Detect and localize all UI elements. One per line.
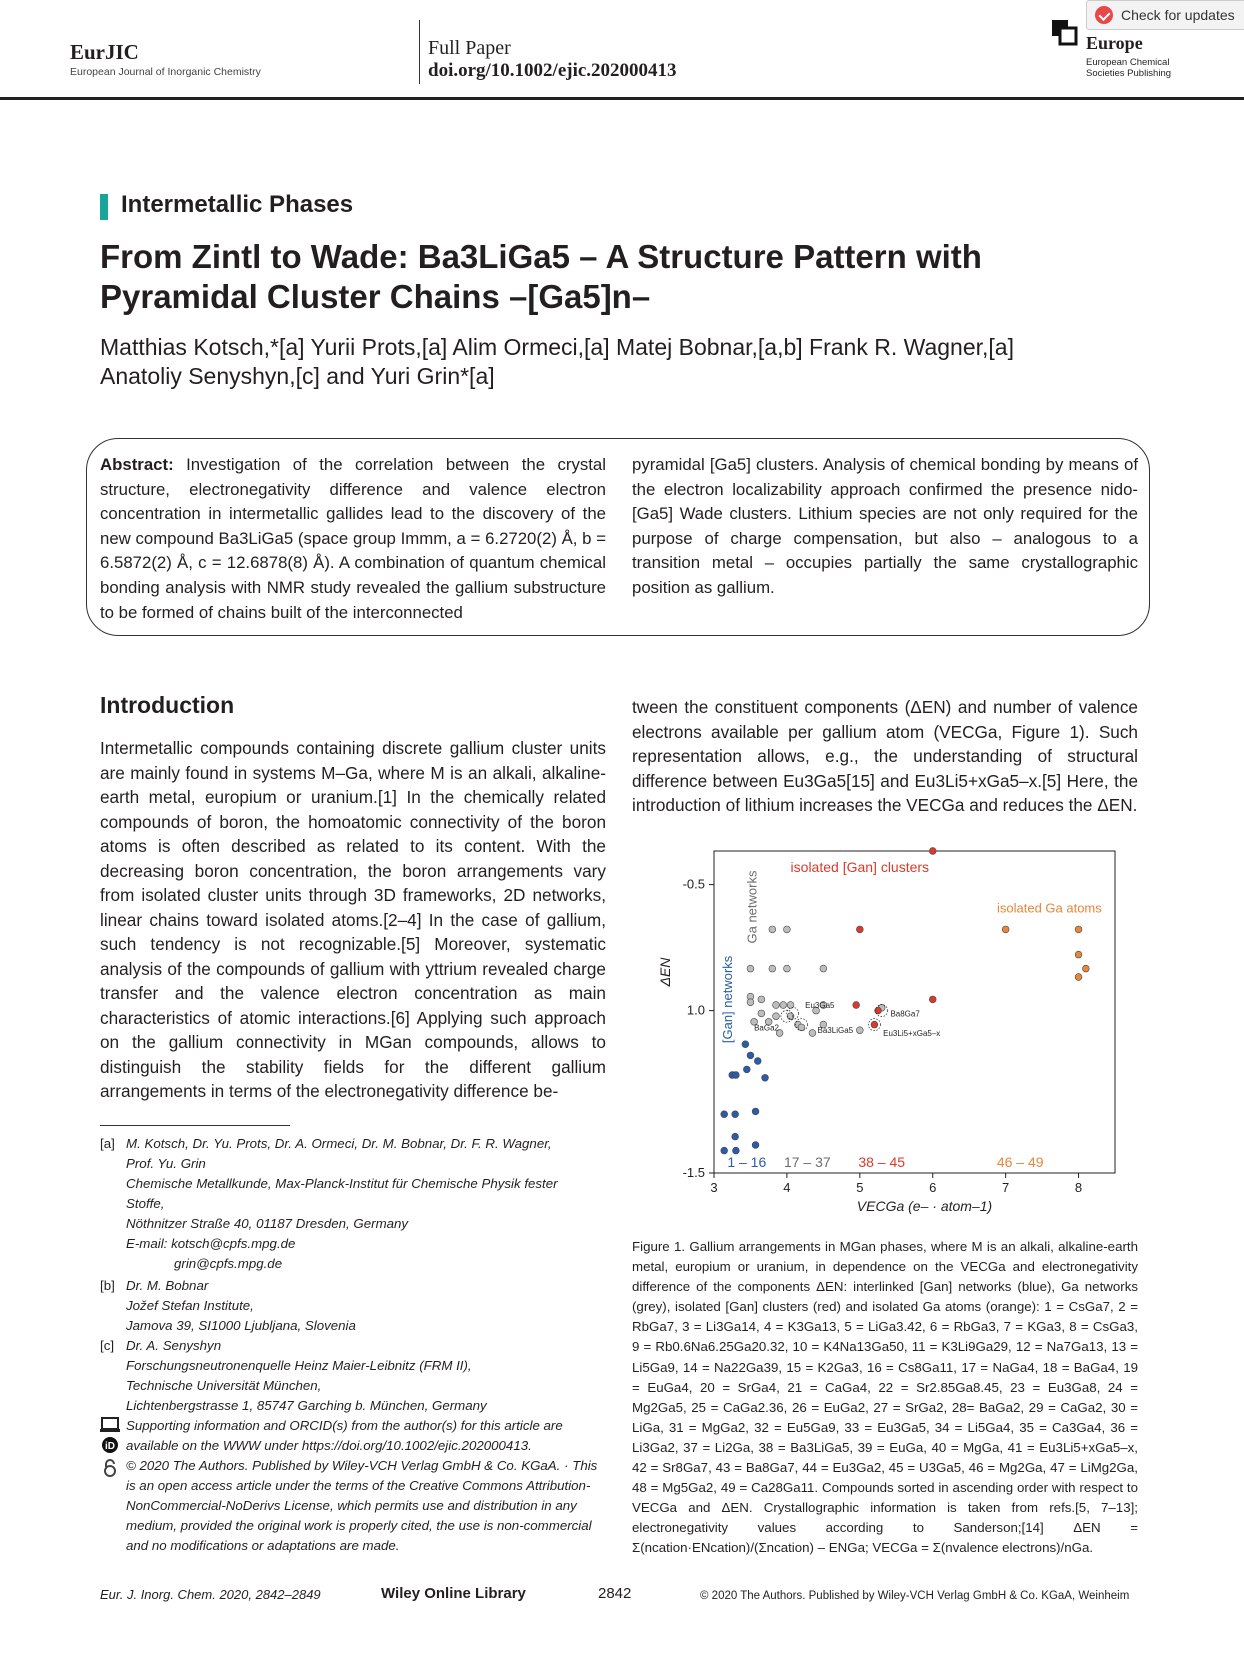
data-point xyxy=(747,1052,754,1059)
affiliation-line: Dr. A. Senyshyn xyxy=(126,1338,222,1353)
title-line-2: Pyramidal Cluster Chains –[Ga5]n– xyxy=(100,278,651,315)
data-point xyxy=(856,926,863,933)
data-point xyxy=(758,1010,765,1017)
compound-label: Ba8Ga7 xyxy=(890,1009,920,1019)
range-label: 1 – 16 xyxy=(727,1154,767,1170)
data-point xyxy=(769,926,776,933)
abstract-text-left: Investigation of the correlation between the crystal structure, electronegativity difference and valence electron concentration in intermetallic gallides lead to the discovery of the new compound Ba3LiGa5 (space group Immm, a = 6.2720(2) Å, b = 6.5872(2) Å, c = 12.6878(8) Å). A combination of quantum chemical bonding analysis with NMR study revealed the gallium substructure to be formed of chains built of the interconnected xyxy=(100,455,606,622)
footer-copyright: © 2020 The Authors. Published by Wiley-VCH Verlag GmbH & Co. KGaA, Weinheim xyxy=(700,1590,1130,1602)
affiliation-line: Prof. Yu. Grin xyxy=(126,1156,206,1171)
data-point xyxy=(747,965,754,972)
data-point xyxy=(721,1111,728,1118)
compound-label: Eu3Li5+xGa5–x xyxy=(883,1029,941,1038)
publisher-line1: European Chemical xyxy=(1086,57,1170,68)
intro-text-right: tween the constituent components (ΔEN) and number of valence electrons available per gallium atom (VECGa, Figure 1). Such representation allows, e.g., the understanding of structural difference between Eu3Ga5[15] and Eu3Li5+xGa5–x.[5] Here, the introduction of lithium increases the VECGa and reduces the ΔEN. xyxy=(632,697,1138,815)
affiliation-b xyxy=(100,1276,610,1336)
data-point xyxy=(762,1074,769,1081)
y-tick-label: 1.0 xyxy=(686,1002,705,1018)
intro-text-left: Intermetallic compounds containing discrete gallium cluster units are mainly found in systems M–Ga, where M is an alkali, alkaline-earth metal, europium or uranium.[1] In the chemically related compounds of boron, the homoatomic connectivity of the boron atoms is often described as related to its content. With the decreasing boron concentration, the boron arrangements vary from isolated cluster units through 3D frameworks, 2D networks, linear chains toward isolated atoms.[2–4] In the case of gallium, such tendency is not recognizable.[5] Moreover, systematic analysis of the compounds of gallium with yttrium revealed charge transfer and the valence electron concentration as main characteristics of atomic interactions.[6] Applying such approach on the gallium connectivity in MGan compounds, allows to distinguish the stability fields for the different gallium arrangements in terms of the electronegativity difference be- xyxy=(100,738,606,1101)
abstract-text-right: pyramidal [Ga5] clusters. Analysis of chemical bonding by means of the electron localizability approach confirmed the presence nido-[Ga5] Wade clusters. Lithium species are not only required for the purpose of charge compensation, but also – analogous to a transition metal – occupies partially the same crystallographic position as gallium. xyxy=(632,455,1138,597)
data-point xyxy=(820,965,827,972)
x-tick-label: 8 xyxy=(1074,1180,1083,1195)
doi-link[interactable]: doi.org/10.1002/ejic.202000413 xyxy=(428,60,677,81)
affiliation-label: [b] xyxy=(100,1278,115,1293)
data-point xyxy=(1075,951,1082,958)
affiliation-line: Chemische Metallkunde, Max-Planck-Institut für Chemische Physik fester xyxy=(126,1176,558,1191)
footnote-rule xyxy=(100,1125,290,1126)
data-point xyxy=(754,1058,761,1065)
region-label: [Gan] networks xyxy=(720,955,736,1044)
data-point xyxy=(758,996,765,1003)
license-note xyxy=(100,1456,610,1556)
range-label: 17 – 37 xyxy=(783,1154,831,1170)
data-point xyxy=(732,1133,739,1140)
region-label: Ga networks xyxy=(744,870,760,944)
supporting-info-note xyxy=(100,1416,610,1458)
data-point xyxy=(929,848,936,855)
y-tick-label: -1.5 xyxy=(682,1165,705,1180)
range-label: 46 – 49 xyxy=(996,1154,1044,1170)
x-tick-label: 3 xyxy=(710,1180,718,1195)
header-rule xyxy=(0,97,1244,100)
data-point xyxy=(721,1147,728,1154)
authors-line-2: Anatoliy Senyshyn,[c] and Yuri Grin*[a] xyxy=(100,363,495,389)
affiliation-line: M. Kotsch, Dr. Yu. Prots, Dr. A. Ormeci, Dr. M. Bobnar, Dr. F. R. Wagner, xyxy=(126,1136,552,1151)
check-updates-label: Check for updates xyxy=(1121,7,1235,23)
data-point xyxy=(1082,965,1089,972)
email-grin[interactable]: grin@cpfs.mpg.de xyxy=(174,1256,283,1271)
affiliation-text xyxy=(126,1134,610,1274)
abstract-label: Abstract: xyxy=(100,455,174,474)
data-point xyxy=(784,965,791,972)
affiliation-label: [a] xyxy=(100,1136,115,1151)
y-tick-label: -0.5 xyxy=(682,876,705,892)
data-point xyxy=(773,1013,780,1020)
data-point xyxy=(1002,926,1009,933)
y-axis-label: ΔEN xyxy=(657,957,673,987)
x-tick-label: 5 xyxy=(856,1180,864,1195)
page-number: 2842 xyxy=(598,1585,632,1602)
license-text: © 2020 The Authors. Published by Wiley-VCH Verlag GmbH & Co. KGaA. · This is an open access article under the terms of the Creative Commons Attribution-NonCommercial-NoDerivs License, which permits use and distribution in any medium, provided the original work is properly cited, the use is non-commercial and no modifications or adaptations are made. xyxy=(126,1458,598,1553)
range-label: 38 – 45 xyxy=(858,1154,906,1170)
affiliation-line: Nöthnitzer Straße 40, 01187 Dresden, Germany xyxy=(126,1216,409,1231)
supporting-info-icon xyxy=(100,1417,120,1453)
affiliation-c xyxy=(100,1336,610,1416)
x-tick-label: 7 xyxy=(1002,1180,1010,1195)
authors-line-1: Matthias Kotsch,*[a] Yurii Prots,[a] Alim Ormeci,[a] Matej Bobnar,[a,b] Frank R. Wagner,[a] xyxy=(100,334,1014,360)
data-point xyxy=(732,1072,739,1079)
compound-label: BaGa2 xyxy=(754,1023,780,1033)
data-point xyxy=(742,1041,749,1048)
data-point xyxy=(809,1030,816,1037)
data-point xyxy=(773,1002,780,1009)
compound-label: Ba3LiGa5 xyxy=(817,1026,854,1036)
publisher-line2: Societies Publishing xyxy=(1086,68,1172,79)
region-label: isolated Ga atoms xyxy=(996,900,1102,916)
check-updates-icon xyxy=(1095,6,1113,24)
affiliation-line: Lichtenbergstrasse 1, 85747 Garching b. München, Germany xyxy=(126,1398,487,1413)
figure-caption: Figure 1. Gallium arrangements in MGan phases, where M is an alkali, alkaline-earth metal, europium or uranium, in dependence on the VECGa and electronegativity difference of the components ΔEN: interlinked [Gan] networks (blue), Ga networks (grey), isolated [Gan] clusters (red) and isolated Ga atoms (orange): 1 = CsGa7, 2 = RbGa7, 3 = Li3Ga14, 4 = K3Ga13, 5 = LiGa3.42, 6 = RbGa3, 7 = KGa3, 8 = CsGa3, 9 = Rb0.6Na6.25Ga20.32, 10 = K4Na13Ga50, 11 = K3Li9Ga29, 12 = Na7Ga13, 13 = Li5Ga9, 14 = Na22Ga39, 15 = K2Ga3, 16 = Cs8Ga11, 17 = NaGa4, 18 = BaGa4, 19 = EuGa4, 20 = SrGa4, 21 = CaGa4, 22 = Sr2.85Ga8.45, 23 = Eu3Ga8, 24 = Mg2Ga5, 25 = CaGa2.36, 26 = EuGa2, 27 = SrGa2, 28= BaGa2, 29 = CaGa2, 30 = LiGa, 31 = MgGa2, 32 = Eu5Ga9, 33 = Eu3Ga5, 34 = Li5Ga4, 35 = Ca3Ga4, 36 = Li3Ga2, 37 = Li2Ga, 38 = Ba3LiGa5, 39 = EuGa, 40 = MgGa, 41 = Eu3Li5+xGa5–x, 42 = Sr8Ga7, 43 = Ba8Ga7, 44 = Eu3Ga2, 45 = U3Ga5, 46 = Mg2Ga, 47 = LiMg2Ga, 48 = Mg5Ga2, 49 = Ca28Ga11. Compounds sorted in ascending order with respect to VECGa and ΔEN. Crystallographic information is taken from refs.[5, 7–13]; electronegativity values according to Sanderson;[14] ΔEN = Σ(ncation·ENcation)/(Σncation) – ENGa; VECGa = Σ(nvalence electrons)/nGa. xyxy=(632,1239,1138,1556)
article-type: Full Paper xyxy=(428,37,511,59)
region-label: isolated [Gan] clusters xyxy=(790,859,930,875)
data-point xyxy=(1075,974,1082,981)
introduction-heading: Introduction xyxy=(100,692,235,718)
header-divider xyxy=(419,20,420,84)
journal-name: EurJIC xyxy=(70,40,139,64)
data-point xyxy=(784,926,791,933)
affiliation-a xyxy=(100,1134,610,1274)
chemistry-europe-logo-icon xyxy=(1050,18,1080,48)
data-point xyxy=(1075,926,1082,933)
data-point xyxy=(769,965,776,972)
abstract-left-column xyxy=(100,453,606,625)
author-list xyxy=(100,333,1150,391)
svg-text:iD: iD xyxy=(105,1441,115,1452)
section-accent-bar xyxy=(100,194,108,220)
check-for-updates-button[interactable] xyxy=(1086,0,1244,30)
x-axis-label: VECGa (e– · atom–1) xyxy=(856,1198,993,1214)
affiliation-text xyxy=(126,1276,610,1336)
supporting-info-text: Supporting information and ORCID(s) from the author(s) for this article are available on the WWW under https://doi.org/10.1002/ejic.202000413. xyxy=(126,1418,563,1453)
data-point xyxy=(732,1111,739,1118)
affiliation-line: Jamova 39, SI1000 Ljubljana, Slovenia xyxy=(126,1318,356,1333)
data-point xyxy=(871,1021,878,1028)
article-title xyxy=(100,237,1100,317)
section-label: Intermetallic Phases xyxy=(121,191,354,218)
compound-label: Eu3Ga5 xyxy=(805,1001,835,1010)
x-tick-label: 4 xyxy=(783,1180,791,1195)
publisher-subtitle xyxy=(1086,57,1171,79)
figure-1-chart xyxy=(640,835,1130,1220)
x-tick-label: 6 xyxy=(929,1180,937,1195)
publisher-name: Europe xyxy=(1086,33,1143,53)
affiliation-text xyxy=(126,1336,610,1416)
data-point xyxy=(929,996,936,1003)
data-point xyxy=(780,1002,787,1009)
affiliation-line: Jožef Stefan Institute, xyxy=(126,1298,254,1313)
title-line-1: From Zintl to Wade: Ba3LiGa5 – A Structure Pattern with xyxy=(100,238,982,275)
affiliation-line: Stoffe, xyxy=(126,1196,165,1211)
affiliation-label: [c] xyxy=(100,1338,115,1353)
open-access-icon xyxy=(100,1458,120,1478)
data-point xyxy=(743,1066,750,1073)
affiliation-line: Technische Universität München, xyxy=(126,1378,322,1393)
affiliation-line: Forschungsneutronenquelle Heinz Maier-Leibnitz (FRM II), xyxy=(126,1358,472,1373)
data-point xyxy=(752,1108,759,1115)
wiley-online-library-link[interactable]: Wiley Online Library xyxy=(381,1585,526,1602)
email-kotsch[interactable]: E-mail: kotsch@cpfs.mpg.de xyxy=(126,1236,296,1251)
footer-citation: Eur. J. Inorg. Chem. 2020, 2842–2849 xyxy=(100,1587,321,1602)
data-point xyxy=(856,1027,863,1034)
affiliation-line: Dr. M. Bobnar xyxy=(126,1278,209,1293)
data-point xyxy=(732,1147,739,1154)
data-point xyxy=(747,999,754,1006)
data-point xyxy=(752,1142,759,1149)
journal-full-name: European Journal of Inorganic Chemistry xyxy=(70,66,261,78)
data-point xyxy=(853,1002,860,1009)
